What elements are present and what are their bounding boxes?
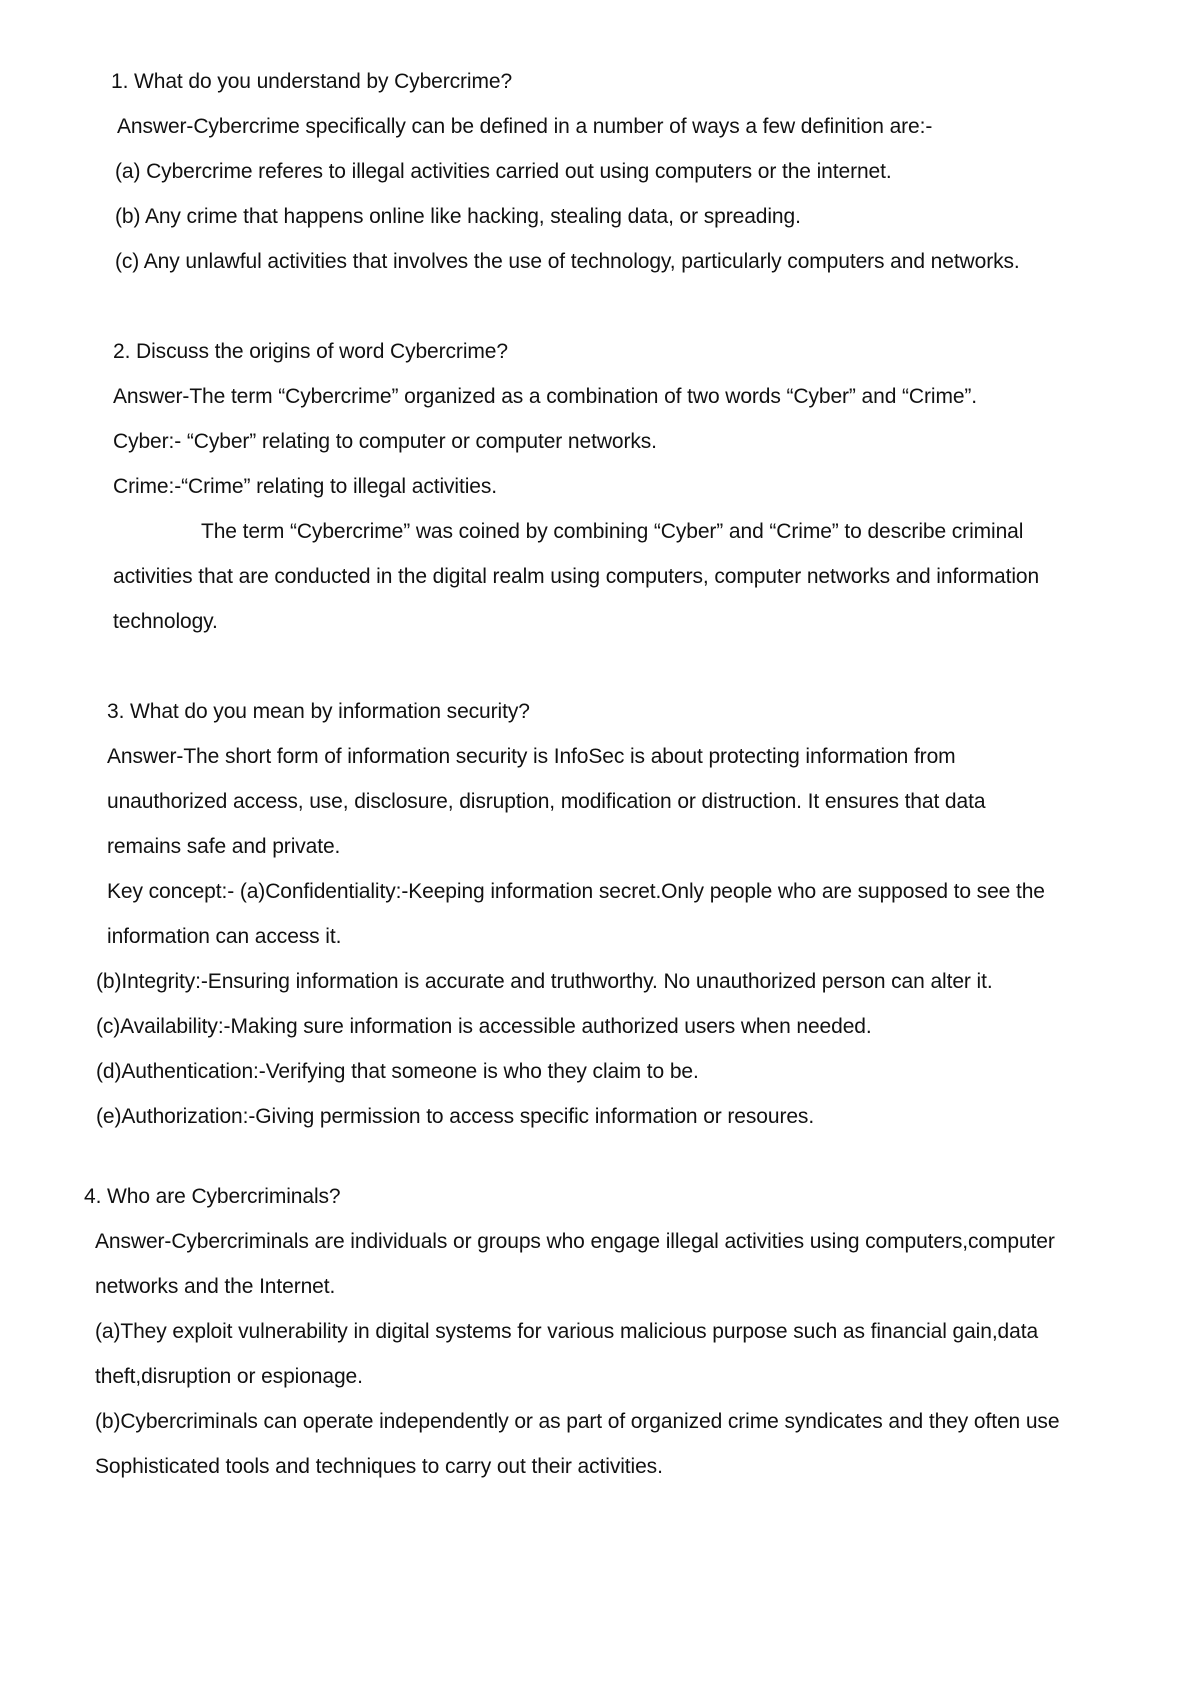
answer-2-crime-definition: Crime:-“Crime” relating to illegal activities.: [113, 475, 497, 498]
answer-4-item-a-line: theft,disruption or espionage.: [95, 1365, 363, 1388]
answer-3-line: remains safe and private.: [107, 835, 341, 858]
answer-1-item-a: (a) Cybercrime referes to illegal activities carried out using computers or the internet.: [115, 160, 892, 183]
answer-2-cyber-definition: Cyber:- “Cyber” relating to computer or computer networks.: [113, 430, 657, 453]
question-4-heading: 4. Who are Cybercriminals?: [84, 1185, 341, 1208]
answer-2-paragraph-line: activities that are conducted in the digital realm using computers, computer networks and information: [113, 565, 1040, 588]
answer-4-item-b-line: Sophisticated tools and techniques to carry out their activities.: [95, 1455, 663, 1478]
answer-1-item-c: (c) Any unlawful activities that involves the use of technology, particularly computers and networks.: [115, 250, 1020, 273]
key-concept-authorization: (e)Authorization:-Giving permission to access specific information or resoures.: [96, 1105, 815, 1128]
question-1-heading: 1. What do you understand by Cybercrime?: [111, 70, 513, 93]
answer-2-intro: Answer-The term “Cybercrime” organized as a combination of two words “Cyber” and “Crime”.: [113, 385, 978, 408]
question-3-heading: 3. What do you mean by information security?: [107, 700, 530, 723]
key-concept-availability: (c)Availability:-Making sure information is accessible authorized users when needed.: [96, 1015, 872, 1038]
answer-4-item-b-line: (b)Cybercriminals can operate independently or as part of organized crime syndicates and they often use: [95, 1410, 1060, 1433]
key-concept-authentication: (d)Authentication:-Verifying that someone is who they claim to be.: [96, 1060, 699, 1083]
question-2-heading: 2. Discuss the origins of word Cybercrime?: [113, 340, 508, 363]
answer-4-line: Answer-Cybercriminals are individuals or groups who engage illegal activities using computers,computer: [95, 1230, 1055, 1253]
answer-2-paragraph-line: technology.: [113, 610, 218, 633]
answer-3-line: unauthorized access, use, disclosure, disruption, modification or distruction. It ensures that data: [107, 790, 986, 813]
answer-4-item-a-line: (a)They exploit vulnerability in digital systems for various malicious purpose such as financial gain,data: [95, 1320, 1039, 1343]
answer-4-line: networks and the Internet.: [95, 1275, 336, 1298]
key-concept-line: Key concept:- (a)Confidentiality:-Keeping information secret.Only people who are supposed to see the: [107, 880, 1045, 903]
answer-3-line: Answer-The short form of information security is InfoSec is about protecting information from: [107, 745, 956, 768]
answer-1-item-b: (b) Any crime that happens online like hacking, stealing data, or spreading.: [115, 205, 801, 228]
answer-1-intro: Answer-Cybercrime specifically can be defined in a number of ways a few definition are:-: [117, 115, 933, 138]
key-concept-line: information can access it.: [107, 925, 342, 948]
answer-2-paragraph-line: The term “Cybercrime” was coined by combining “Cyber” and “Crime” to describe criminal: [201, 520, 1024, 543]
key-concept-integrity: (b)Integrity:-Ensuring information is accurate and truthworthy. No unauthorized person can alter it.: [96, 970, 993, 993]
